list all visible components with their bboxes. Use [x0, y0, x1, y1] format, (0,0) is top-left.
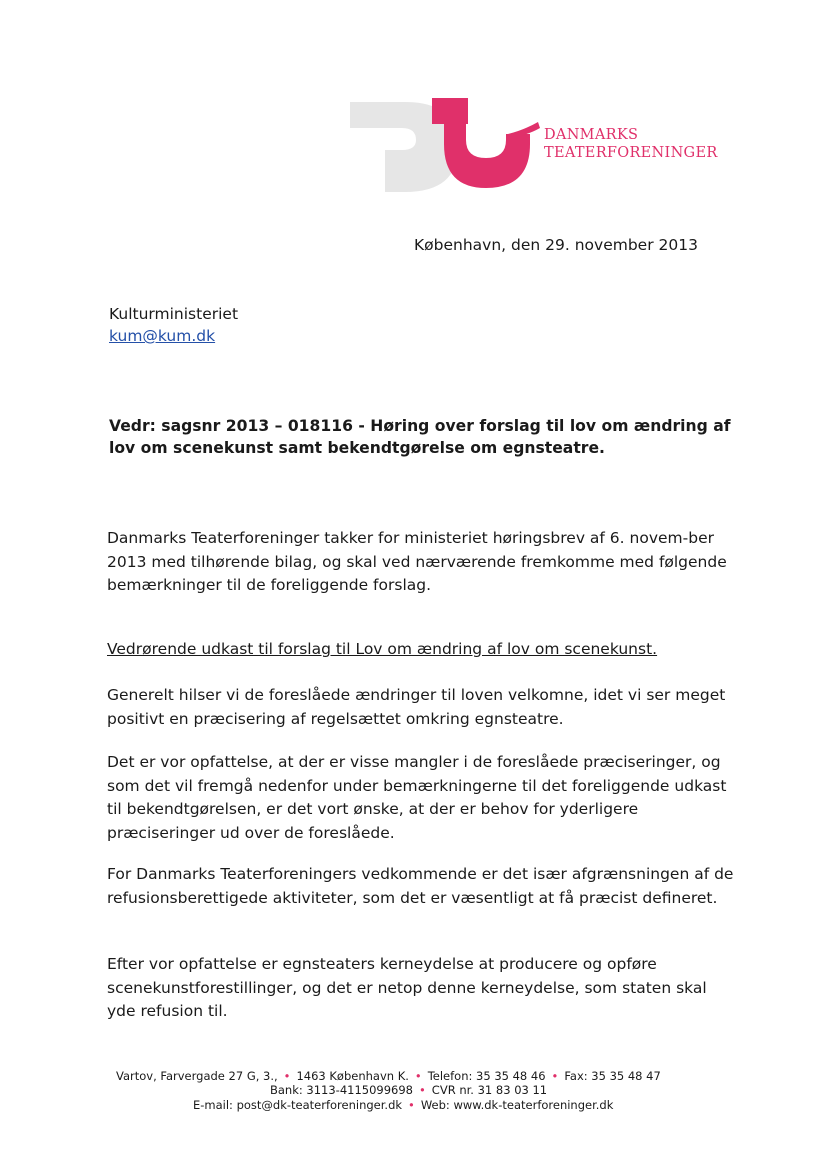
body-paragraph: For Danmarks Teaterforeningers vedkommende er det især afgrænsningen af de refusionsberettigede aktiviteter, som det er væsentligt at få præcist defineret.	[107, 865, 734, 907]
recipient-email-link[interactable]: kum@kum.dk	[109, 327, 216, 345]
intro-paragraph: Danmarks Teaterforeninger takker for ministeriet høringsbrev af 6. novem-ber 2013 med tilhørende bilag, og skal ved nærværende fremkomme med følgende bemærkninger til de foreliggende forslag.	[107, 529, 727, 594]
organization-logo	[340, 92, 740, 192]
bullet-separator: •	[283, 1069, 291, 1083]
logo-wordmark-line1: DANMARKS	[544, 127, 639, 143]
subject-heading: Vedr: sagsnr 2013 – 018116 - Høring over forslag til lov om ændring af lov om scenekunst samt bekendtgørelse om egnsteatre.	[109, 417, 731, 457]
dt-logo-mark	[340, 92, 740, 192]
dateline: København, den 29. november 2013	[414, 236, 698, 254]
footer-email: E-mail: post@dk-teaterforeninger.dk	[193, 1098, 403, 1112]
footer-bank: Bank: 3113-4115099698	[270, 1083, 413, 1097]
footer-cvr: CVR nr. 31 83 03 11	[431, 1083, 548, 1097]
footer-address: Vartov, Farvergade 27 G, 3.,	[116, 1069, 278, 1083]
body-paragraph: Generelt hilser vi de foreslåede ændringer til loven velkomne, idet vi ser meget positivt en præcisering af regelsættet omkring egnsteatre.	[107, 686, 726, 728]
bullet-separator: •	[408, 1098, 415, 1112]
footer-line-bank	[270, 1083, 547, 1098]
footer-phone: Telefon: 35 35 48 46	[427, 1069, 546, 1083]
section-heading: Vedrørende udkast til forslag til Lov om ændring af lov om scenekunst.	[107, 640, 658, 658]
bullet-separator: •	[419, 1083, 426, 1097]
body-paragraph: Efter vor opfattelse er egnsteaters kerneydelse at producere og opføre scenekunstforestillinger, og det er netop denne kerneydelse, som staten skal yde refusion til.	[107, 955, 707, 1020]
footer-web: Web: www.dk-teaterforeninger.dk	[420, 1098, 614, 1112]
footer-line-contact	[193, 1098, 613, 1113]
footer-fax: Fax: 35 35 48 47	[564, 1069, 661, 1083]
logo-wordmark-line2: TEATERFORENINGER	[544, 145, 718, 161]
footer-city: 1463 København K.	[296, 1069, 409, 1083]
bullet-separator: •	[414, 1069, 422, 1083]
recipient-name: Kulturministeriet	[109, 305, 239, 323]
recipient-block	[109, 303, 238, 347]
bullet-separator: •	[551, 1069, 559, 1083]
footer-line-address	[116, 1069, 661, 1084]
body-paragraph: Det er vor opfattelse, at der er visse mangler i de foreslåede præciseringer, og som det vil fremgå nedenfor under bemærkningerne til det foreliggende udkast til bekendtgørelsen, er det vort ønske, at der er behov for yderligere præciseringer ud over de foreslåede.	[107, 753, 727, 842]
